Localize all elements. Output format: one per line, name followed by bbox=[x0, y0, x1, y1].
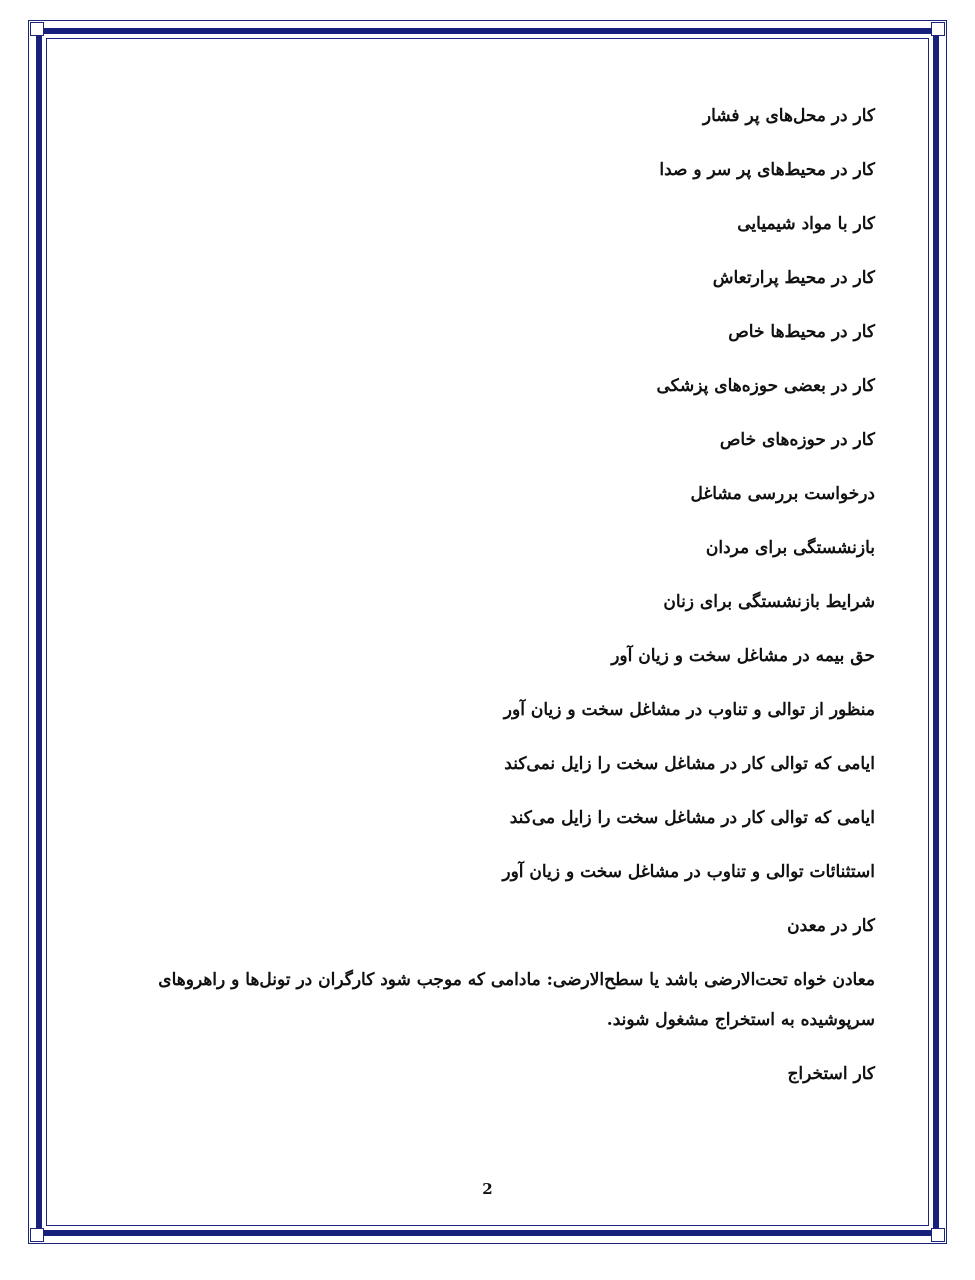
document-body bbox=[110, 96, 875, 1108]
list-item: بازنشستگی برای مردان bbox=[705, 538, 875, 558]
list-item: کار در معدن bbox=[787, 916, 875, 936]
page-number: 2 bbox=[482, 1180, 493, 1198]
list-item: شرایط بازنشستگی برای زنان bbox=[663, 592, 875, 612]
list-item: ایامی که توالی کار در مشاغل سخت را زایل نمی‌کند bbox=[504, 754, 875, 774]
list-item: کار در محیط‌های پر سر و صدا bbox=[659, 160, 875, 180]
list-item: کار در بعضی حوزه‌های پزشکی bbox=[656, 376, 875, 396]
list-item: استثنائات توالی و تناوب در مشاغل سخت و زیان آور bbox=[502, 862, 875, 882]
border-corner-ornament bbox=[30, 1228, 44, 1242]
list-item: کار در محیط‌ها خاص bbox=[728, 322, 875, 342]
list-item: کار در محل‌های پر فشار bbox=[702, 106, 875, 126]
list-item: ایامی که توالی کار در مشاغل سخت را زایل می‌کند bbox=[509, 808, 875, 828]
list-item: کار در حوزه‌های خاص bbox=[719, 430, 875, 450]
list-item: کار استخراج bbox=[787, 1064, 875, 1084]
list-item: کار با مواد شیمیایی bbox=[737, 214, 875, 234]
list-item: درخواست بررسی مشاغل bbox=[690, 484, 875, 504]
border-corner-ornament bbox=[931, 1228, 945, 1242]
border-corner-ornament bbox=[931, 22, 945, 36]
list-item: حق بیمه در مشاغل سخت و زیان آور bbox=[611, 646, 875, 666]
border-corner-ornament bbox=[30, 22, 44, 36]
mining-paragraph: معادن خواه تحت‌الارضی باشد یا سطح‌الارضی: مادامی که موجب شود کارگران در تونل‌ها و راهروهای سرپوشیده به استخراج مشغول شوند. bbox=[158, 970, 875, 1030]
list-item: منظور از توالی و تناوب در مشاغل سخت و زیان آور bbox=[503, 700, 875, 720]
list-item: کار در محیط پرارتعاش bbox=[712, 268, 875, 288]
